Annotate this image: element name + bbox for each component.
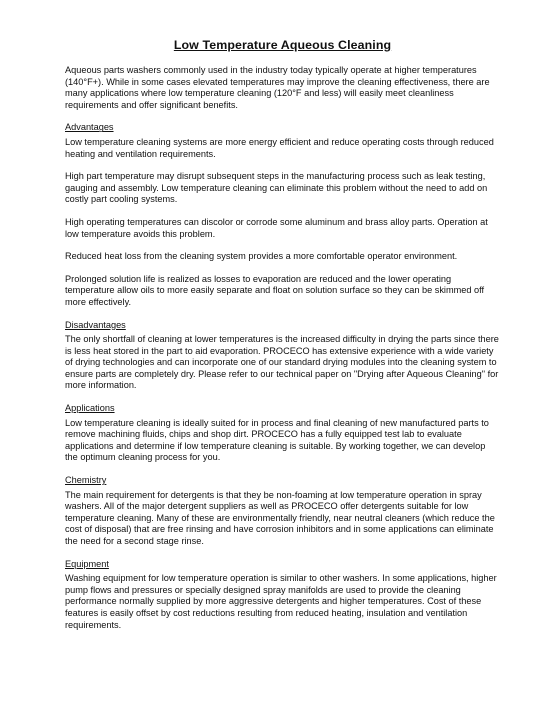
section-heading-advantages: Advantages [65,122,114,133]
paragraph: Low temperature cleaning is ideally suited for in process and final cleaning of new manufactured parts to remove machining fluids, chips and shop dirt. PROCECO has a fully equipped test lab to evaluate applications and determine if low temperature cleaning is suitable. By working together, we can develop the optimum cleaning process for you. [65,417,489,463]
section-equipment [65,559,500,632]
section-disadvantages [65,320,500,393]
section-heading-applications: Applications [65,403,115,414]
paragraph: Prolonged solution life is realized as losses to evaporation are reduced and the lower operating temperature allow oils to more easily separate and float on solution surface so they can be skimmed off more effectively. [65,273,485,307]
intro-paragraph: Aqueous parts washers commonly used in the industry today typically operate at higher temperatures (140°F+). While in some cases elevated temperatures may improve the cleaning effectiveness, there are many applications where low temperature cleaning (120°F and less) will easily meet cleanliness requirements and offer significant benefits. [65,65,490,110]
paragraph: High part temperature may disrupt subsequent steps in the manufacturing process such as leak testing, gauging and assembly. Low temperature cleaning can eliminate this problem without the need to add on costly part cooling systems. [65,171,488,205]
paragraph: The main requirement for detergents is that they be non-foaming at low temperature operation in spray washers. All of the major detergent suppliers as well as PROCECO offer detergents suitable for low temperature cleaning. Many of these are environmentally friendly, near neutral cleaners (which reduce the cost of disposal) that are free rinsing and have corrosion inhibitors and in some applications can eliminate the need for a second stage rinse. [65,489,495,546]
paragraph: Reduced heat loss from the cleaning system provides a more comfortable operator environment. [65,251,458,262]
document-title: Low Temperature Aqueous Cleaning [173,38,392,52]
section-heading-chemistry: Chemistry [65,475,107,486]
section-chemistry [65,475,500,548]
paragraph: Washing equipment for low temperature operation is similar to other washers. In some applications, higher pump flows and pressures or specially designed spray manifolds are used to provide the cleaning performance normally supplied by more aggressive detergents and higher temperatures. Cost of these features is easily offset by cost reductions resulting from reduced heating, insulation and ventilation requirements. [65,573,497,630]
section-advantages [65,122,500,308]
paragraph: Low temperature cleaning systems are more energy efficient and reduce operating costs through reduced heating and ventilation requirements. [65,136,494,159]
paragraph: High operating temperatures can discolor or corrode some aluminum and brass alloy parts. Operation at low temperature avoids this problem. [65,216,488,239]
section-applications [65,403,500,464]
section-heading-equipment: Equipment [65,558,109,569]
section-heading-disadvantages: Disadvantages [65,319,126,330]
paragraph: The only shortfall of cleaning at lower temperatures is the increased difficulty in drying the parts since there is less heat stored in the part to aid evaporation. PROCECO has extensive experience with a wide variety of drying technologies and can incorporate one of our standard drying modules into the cleaning system to ensure parts are completely dry. Please refer to our technical paper on "Drying after Aqueous Cleaning" for more information. [65,334,499,391]
